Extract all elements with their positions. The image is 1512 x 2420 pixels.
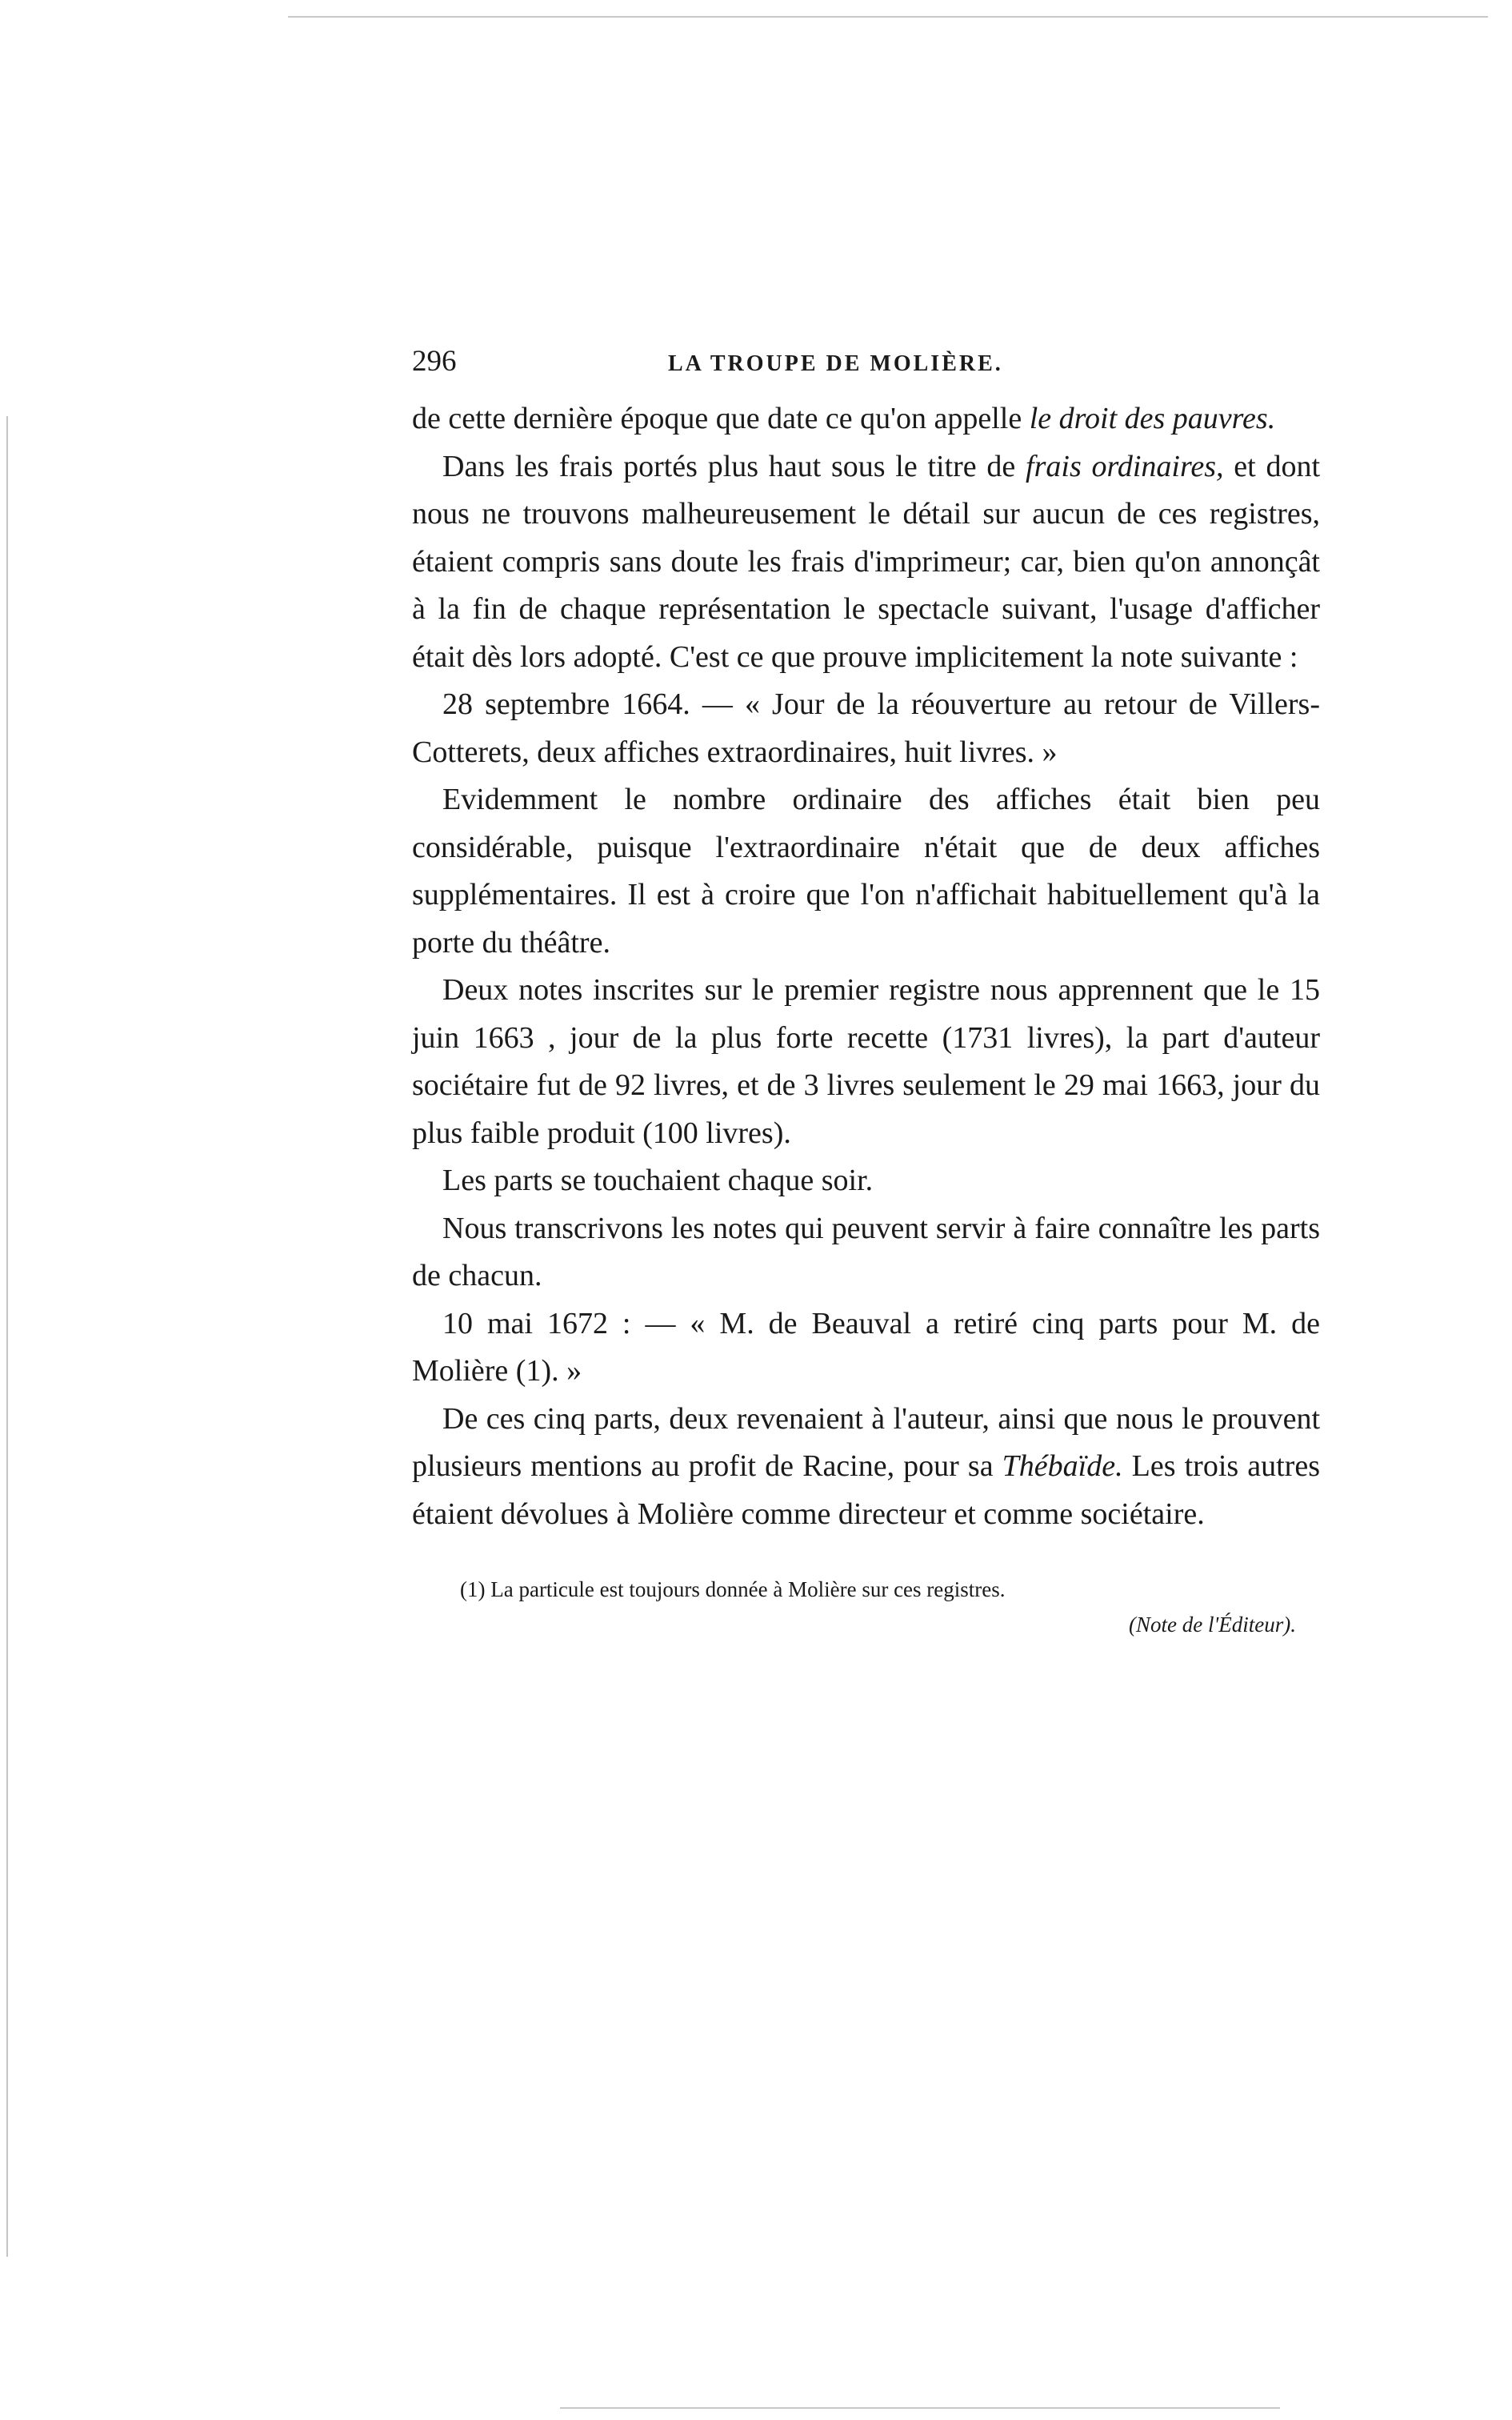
paragraph [412,1205,1320,1300]
page-number: 296 [412,345,457,378]
paragraph [412,967,1320,1157]
page-header [412,344,1320,395]
text-segment: et dont nous ne trouvons malheureusement le détail sur aucun de ces registres, étaient compris sans doute les frais d'imprimeur; car, bien qu'on annonçât à la fin de chaque représentation le spectacle suivant, l'usage d'afficher était dès lors adopté. C'est ce que prouve implicitement la note suivante : [412,449,1320,674]
scan-edge-left [6,416,8,2257]
paragraph [412,443,1320,682]
paragraph [412,395,1320,443]
footnote-attribution: (Note de l'Éditeur). [1129,1613,1296,1637]
italic-text: frais ordinaires, [1026,449,1224,483]
scan-edge-top [288,16,1488,18]
footnotes [412,1572,1320,1642]
footnote-1: (1) La particule est toujours donnée à Molière sur ces registres. [460,1577,1006,1601]
paragraph [412,1157,1320,1205]
italic-text: le droit des pauvres. [1029,402,1276,435]
text-segment: 10 mai 1672 : — « M. de Beauval a retiré cinq parts pour M. de Molière (1). » [412,1306,1320,1388]
text-segment: De ces cinq parts, deux revenaient à l'auteur, ainsi que nous le prouvent plusieurs mentions au profit de Racine, pour sa [412,1401,1320,1483]
paragraph [412,1396,1320,1539]
text-segment: Deux notes inscrites sur le premier registre nous apprennent que le 15 juin 1663 , jour de la plus forte recette (1731 livres), la part d'auteur sociétaire fut de 92 livres, et de 3 livres seulement le 29 mai 1663, jour du plus faible produit (100 livres). [412,973,1320,1150]
text-segment: de cette dernière époque que date ce qu'on appelle [412,402,1030,435]
text-segment: Evidemment le nombre ordinaire des affiches était bien peu considérable, puisque l'extraordinaire n'était que de deux affiches supplémentaires. Il est à croire que l'on n'affichait habituellement qu'à la porte du théâtre. [412,783,1320,960]
book-page [412,344,1320,1642]
text-segment: Les parts se touchaient chaque soir. [442,1164,874,1197]
paragraph [412,681,1320,776]
paragraph [412,776,1320,967]
scan-edge-bottom [560,2407,1280,2409]
text-segment: 28 septembre 1664. — « Jour de la réouverture au retour de Villers-Cotterets, deux affiches extraordinaires, huit livres. » [412,687,1320,769]
paragraph [412,1300,1320,1396]
text-segment: Nous transcrivons les notes qui peuvent servir à faire connaître les parts de chacun. [412,1211,1320,1292]
body-text [412,395,1320,1538]
running-title: LA TROUPE DE MOLIÈRE. [668,351,1003,376]
italic-text: Thébaïde. [1002,1449,1123,1483]
text-segment: Dans les frais portés plus haut sous le titre de [442,449,1026,483]
text-segment: Les trois autres étaient dévolues à Molière comme directeur et comme sociétaire. [412,1449,1320,1531]
